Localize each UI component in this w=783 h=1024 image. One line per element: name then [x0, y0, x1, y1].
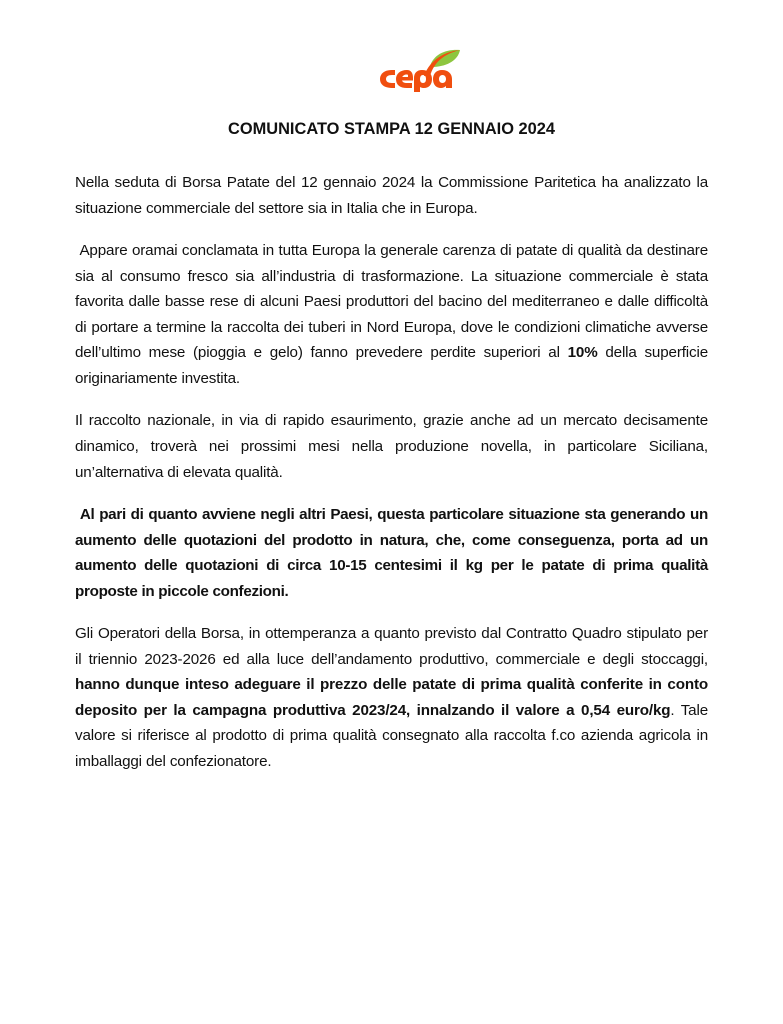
- paragraph-market-situation: [75, 238, 708, 392]
- paragraph-price-decision: [75, 621, 708, 775]
- press-release-body: [75, 170, 708, 791]
- paragraph-national-harvest: Il raccolto nazionale, in via di rapido esaurimento, grazie anche ad un mercato decisamente dinamico, troverà nei prossimi mesi nella produzione novella, in particolare Siciliana, un’alternativa di elevata qualità.: [75, 412, 708, 481]
- letter-a-icon: [433, 70, 452, 88]
- paragraph-text: Gli Operatori della Borsa, in ottemperanza a quanto previsto dal Contratto Quadro stipulato per il triennio 2023-2026 ed alla luce dell’andamento produttivo, commerciale e degli stoccaggi,: [75, 625, 708, 668]
- highlight-price-decision: hanno dunque inteso adeguare il prezzo delle patate di prima qualità conferite in conto deposito per la campagna produttiva 2023/24, innalzando il valore a 0,54 euro/kg: [75, 676, 708, 719]
- letter-e-icon: [396, 70, 413, 88]
- paragraph-text: Al pari di quanto avviene negli altri Paesi, questa particolare situazione sta generando un aumento delle quotazioni del prodotto in natura, che, come conseguenza, porta ad un aumento delle quotazioni di circa 10-15 centesimi il kg per le patate di prima qualità proposte in piccole confezioni.: [75, 505, 708, 600]
- letter-p-icon: [414, 70, 432, 92]
- paragraph-price-increase: [75, 502, 708, 604]
- letter-c-icon: [380, 70, 395, 88]
- paragraph-text: . Tale valore si riferisce al prodotto di prima qualità consegnato alla raccolta f.co azienda agricola in imballaggi del confezionatore.: [75, 701, 709, 771]
- paragraph-text: Appare oramai conclamata in tutta Europa la generale carenza di patate di qualità da destinare sia al consumo fresco sia all’industria di trasformazione. La situazione commerciale è stata favorita dalle basse rese di alcuni Paesi produttori del bacino del mediterraneo e dalle difficoltà di portare a termine la raccolta dei tuberi in Nord Europa, dove le condizioni climatiche avverse dell’ultimo mese (pioggia e gelo) fanno prevedere perdite superiori al: [75, 241, 708, 362]
- paragraph-text: della superficie originariamente investita.: [75, 344, 708, 387]
- cepa-logo: [378, 46, 462, 92]
- page-title: COMUNICATO STAMPA 12 GENNAIO 2024: [228, 120, 555, 138]
- highlight-percentage: 10%: [567, 344, 598, 362]
- cepa-logo-icon: [378, 46, 462, 92]
- paragraph-intro: Nella seduta di Borsa Patate del 12 gennaio 2024 la Commissione Paritetica ha analizzato la situazione commerciale del settore sia in Italia che in Europa.: [75, 174, 708, 217]
